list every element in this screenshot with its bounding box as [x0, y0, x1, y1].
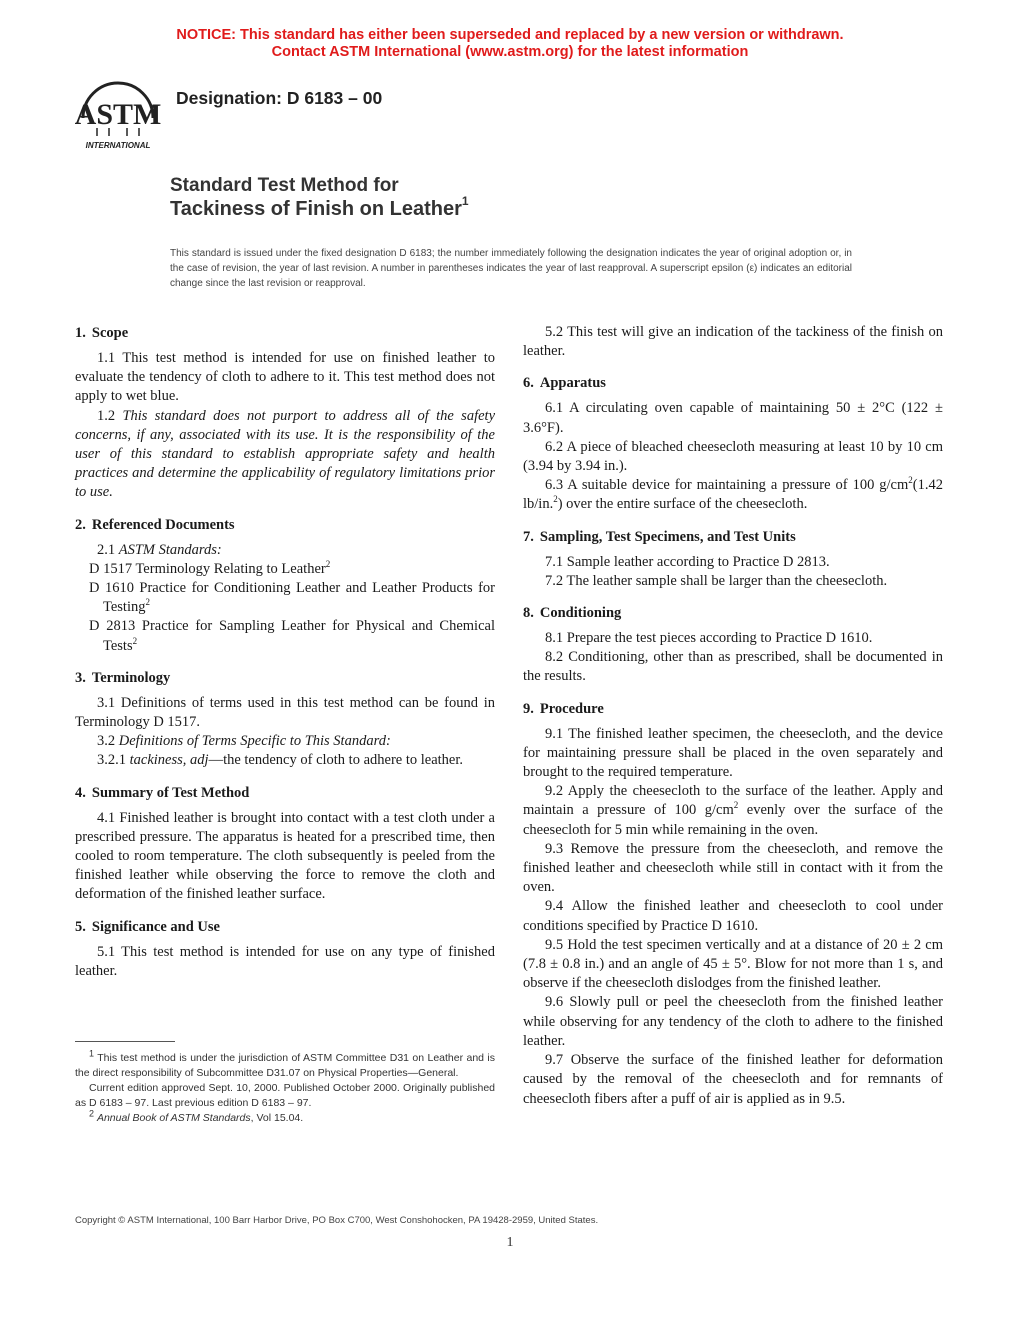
- reference-item: D 2813 Practice for Sampling Leather for Physical and Chemical Tests$^2$: [89, 618, 495, 654]
- page-number: 1: [506, 1235, 514, 1250]
- footnotes: [75, 1048, 495, 1126]
- superseded-notice: [0, 27, 1020, 61]
- logo-caption: INTERNATIONAL: [85, 141, 151, 150]
- reference-item: D 1517 Terminology Relating to Leather$^2$: [89, 559, 331, 577]
- notice-line-1: NOTICE: This standard has either been superseded and replaced by a new version or withdrawn.: [176, 27, 844, 43]
- paragraph: 7.2 The leather sample shall be larger than the cheesecloth.: [545, 572, 888, 589]
- section-heading: 1. Scope: [75, 325, 129, 341]
- paragraph: 3.2 Definitions of Terms Specific to This Standard:: [97, 733, 391, 750]
- logo-letters: ASTM: [75, 98, 161, 131]
- right-column: [523, 323, 943, 1121]
- title-line-1: Standard Test Method for: [170, 175, 399, 196]
- section-significance-continued: [523, 323, 943, 361]
- section-heading: 6. Apparatus: [523, 375, 606, 392]
- paragraph: 1.2 This standard does not purport to address all of the safety concerns, if any, associated with its use. It is the responsibility of the user of this standard to establish appropriate safety and health practices and determine the applicability of regulatory limitations prior to use.: [75, 407, 496, 501]
- paragraph: 5.1 This test method is intended for use on any type of finished leather.: [75, 943, 495, 979]
- section-heading: 3. Terminology: [75, 669, 171, 686]
- footnote-2: $^2$ Annual Book of ASTM Standards, Vol 15.04.: [89, 1108, 304, 1124]
- section-terminology: [75, 668, 495, 771]
- paragraph: 9.3 Remove the pressure from the cheesecloth, and remove the finished leather and cheesecloth while still in contact with it from the oven.: [523, 840, 943, 896]
- section-significance: [75, 917, 495, 981]
- footnote-1-edition: Current edition approved Sept. 10, 2000. Published October 2000. Originally published as D 6183 – 97. Last previous edition D 6183 – 97.: [75, 1082, 495, 1109]
- reference-item: D 1610 Practice for Conditioning Leather and Leather Products for Testing$^2$: [89, 580, 495, 616]
- section-heading: 5. Significance and Use: [75, 918, 220, 935]
- section-conditioning: [523, 603, 943, 687]
- paragraph: 5.2 This test will give an indication of the tackiness of the finish on leather.: [523, 324, 943, 360]
- preamble: This standard is issued under the fixed designation D 6183; the number immediately following the designation indicates the year of original adoption or, in the case of revision, the year of last revision. A number in parentheses indicates the year of last reapproval. A superscript epsilon (ε) indicates an editorial change since the last revision or reapproval.: [170, 248, 852, 289]
- paragraph: 3.2.1 tackiness, adj—the tendency of cloth to adhere to leather.: [97, 752, 464, 769]
- title-line-2: [170, 194, 469, 221]
- paragraph: 6.3 A suitable device for maintaining a pressure of 100 $g/cm^2(1.42$ lb/in.$^2$) over the entire surface of the cheesecloth.: [523, 475, 943, 513]
- section-heading: 8. Conditioning: [523, 605, 622, 622]
- paragraph: 2.1 ASTM Standards:: [97, 541, 222, 558]
- paragraph: 9.4 Allow the finished leather and cheesecloth to cool under conditions specified by Practice D 1610.: [523, 898, 943, 934]
- paragraph: 6.1 A circulating oven capable of maintaining 50 ± 2°C (122 ± 3.6°F).: [523, 400, 943, 436]
- section-heading: 7. Sampling, Test Specimens, and Test Units: [523, 528, 796, 545]
- paragraph: 1.1 This test method is intended for use on finished leather to evaluate the tendency of cloth to adhere to it. This test method does not apply to wet blue.: [75, 350, 495, 405]
- section-heading: 4. Summary of Test Method: [75, 784, 250, 801]
- paragraph: 9.5 Hold the test specimen vertically and at a distance of 20 ± 2 cm (7.8 ± 0.8 in.) and an angle of 45 ± 5°. Blow for not more than 1 s, and observe if the cheesecloth dislodges from the finished leather.: [523, 936, 943, 992]
- paragraph: 3.1 Definitions of terms used in this test method can be found in Terminology D 1517.: [75, 694, 495, 731]
- footnote-divider: [75, 1041, 175, 1042]
- paragraph: 8.1 Prepare the test pieces according to Practice D 1610.: [545, 630, 873, 647]
- paragraph: 9.1 The finished leather specimen, the cheesecloth, and the device for maintaining pressure shall be placed in the oven separately and brought to the required temperature.: [523, 725, 943, 781]
- astm-logo: [75, 78, 161, 150]
- paragraph: 9.6 Slowly pull or peel the cheesecloth from the finished leather while observing for any tendency of the cloth to adhere to the finished leather.: [523, 994, 943, 1049]
- notice-line-2: Contact ASTM International (www.astm.org) for the latest information: [271, 44, 749, 60]
- section-procedure: [523, 699, 943, 1109]
- title-text: Tackiness of Finish on Leather: [170, 198, 462, 220]
- section-scope: [75, 323, 495, 503]
- copyright: Copyright © ASTM International, 100 Barr Harbor Drive, PO Box C700, West Conshohocken, PA 19428-2959, United States.: [75, 1215, 599, 1226]
- footnote-1: $^1$ This test method is under the jurisdiction of ASTM Committee D31 on Leather and is the direct responsibility of Subcommittee D31.07 on Physical Properties—General.: [75, 1048, 495, 1079]
- designation: Designation: D 6183 – 00: [176, 88, 383, 108]
- section-heading: 9. Procedure: [523, 700, 604, 717]
- title-footnote-mark: 1: [461, 194, 469, 209]
- paragraph: 7.1 Sample leather according to Practice D 2813.: [545, 553, 830, 570]
- section-heading: 2. Referenced Documents: [75, 516, 235, 533]
- section-referenced-documents: [75, 515, 495, 656]
- paragraph: 8.2 Conditioning, other than as prescribed, shall be documented in the results.: [523, 649, 943, 685]
- section-apparatus: [523, 373, 943, 514]
- paragraph: 4.1 Finished leather is brought into contact with a test cloth under a prescribed pressure. The apparatus is heated for a prescribed time, then cooled to room temperature. The cloth subsequently is peeled from the finished leather while observing the force to remove the cloth and deformation of the finished leather surface.: [75, 809, 495, 903]
- paragraph: 6.2 A piece of bleached cheesecloth measuring at least 10 by 10 cm (3.94 by 3.94 in.).: [523, 438, 943, 475]
- section-summary: [75, 783, 495, 905]
- left-column: [75, 323, 495, 993]
- paragraph: 9.2 Apply the cheesecloth to the surface of the leather. Apply and maintain a pressure of 100 $g/cm^2$ evenly over the surface of the cheesecloth for 5 min while remaining in the oven.: [523, 783, 943, 838]
- paragraph: 9.7 Observe the surface of the finished leather for deformation caused by the removal of the cheesecloth and for remnants of cheesecloth fibers after a puff of air is applied as in 9.5.: [523, 1052, 943, 1107]
- section-sampling: [523, 527, 943, 591]
